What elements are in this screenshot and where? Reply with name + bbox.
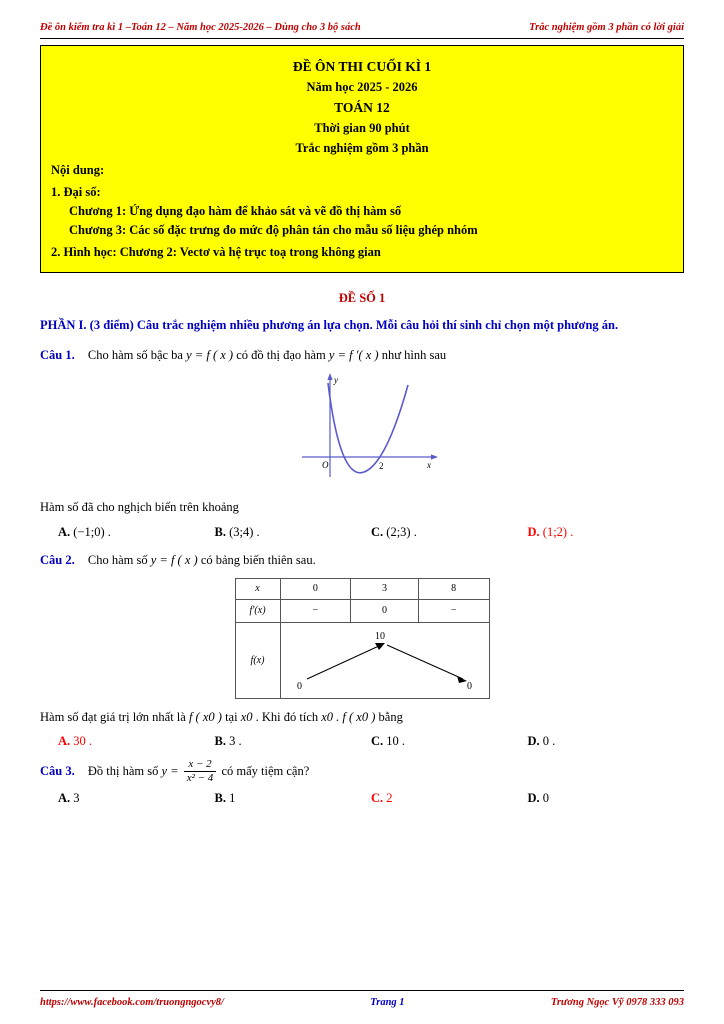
exam-title: ĐỀ ÔN THI CUỐI KÌ 1 xyxy=(292,59,432,74)
header-right-text: Trắc nghiệm gồm 3 phần có lời giải xyxy=(529,22,684,33)
question-3-text-post: có mấy tiệm cận? xyxy=(221,763,310,778)
question-3-options xyxy=(40,791,684,806)
question-2-statement-product: x0 . f ( x0 ) xyxy=(321,709,376,724)
question-3-prompt xyxy=(40,759,684,785)
section-geometry: 2. Hình học: Chương 2: Vectơ và hệ trục toạ trong không gian xyxy=(51,245,381,259)
question-2 xyxy=(40,550,684,749)
question-3-option-b-label: B. xyxy=(214,791,226,806)
question-1-options xyxy=(40,525,684,540)
content-label: Nội dung: xyxy=(51,163,105,177)
question-2-statement-mid2: . Khi đó tích xyxy=(255,709,322,724)
question-3-option-a-value: 3 xyxy=(73,791,80,806)
question-1-option-a[interactable] xyxy=(58,525,215,540)
variation-table-row-function xyxy=(235,622,489,698)
question-1 xyxy=(40,345,684,539)
question-3-option-a-label: A. xyxy=(58,791,71,806)
question-2-option-a-label: A. xyxy=(58,733,71,748)
header-divider xyxy=(40,38,684,39)
question-2-option-c-value: 10 . xyxy=(386,733,406,748)
question-2-prompt xyxy=(40,550,684,570)
question-3-option-d-label: D. xyxy=(527,791,540,806)
question-2-option-b[interactable] xyxy=(215,734,372,749)
section-algebra: 1. Đại số: xyxy=(51,185,101,199)
variation-row-d-label: f′(x) xyxy=(235,599,280,622)
variation-table-row-x xyxy=(235,578,489,599)
page-footer xyxy=(40,990,684,1008)
question-1-option-d-value: (1;2) . xyxy=(542,524,574,539)
question-2-option-b-value: 3 . xyxy=(229,733,242,748)
section-algebra-item-1: Chương 1: Ứng dụng đạo hàm để khảo sát và vẽ đồ thị hàm số xyxy=(69,204,402,218)
question-1-option-c-label: C. xyxy=(371,524,384,539)
question-2-option-b-label: B. xyxy=(214,733,226,748)
variation-row-x-label: x xyxy=(235,578,280,599)
question-1-option-a-label: A. xyxy=(58,524,71,539)
variation-row-d-v2: 0 xyxy=(351,599,419,622)
question-1-option-c-value: (2;3) . xyxy=(386,524,417,539)
parabola-graph xyxy=(262,369,462,489)
question-3-fraction-denominator: x² − 4 xyxy=(184,771,217,785)
question-2-option-c-label: C. xyxy=(371,733,384,748)
exam-duration: Thời gian 90 phút xyxy=(314,121,410,135)
question-2-text-post: có bảng biến thiên sau. xyxy=(200,552,316,567)
footer-author: Trương Ngọc Vỹ 0978 333 093 xyxy=(550,997,684,1008)
svg-text:0: 0 xyxy=(296,680,302,692)
question-2-statement-pre: Hàm số đạt giá trị lớn nhất là xyxy=(40,709,189,724)
question-3-option-c[interactable] xyxy=(371,791,528,806)
question-3-formula-y: y = xyxy=(161,763,179,778)
exam-subject: TOÁN 12 xyxy=(334,100,390,115)
svg-text:10: 10 xyxy=(374,630,385,642)
question-3-option-c-label: C. xyxy=(371,791,384,806)
question-1-option-b-value: (3;4) . xyxy=(229,524,260,539)
question-2-text-pre: Cho hàm số xyxy=(87,552,151,567)
question-3 xyxy=(40,759,684,806)
part-1-title: PHẦN I. (3 điểm) Câu trắc nghiệm nhiều phương án lựa chọn. Mỗi câu hỏi thí sinh chỉ chọn một phương án. xyxy=(40,318,619,332)
question-2-option-c[interactable] xyxy=(371,734,528,749)
question-3-fraction xyxy=(184,758,217,784)
exam-info-box xyxy=(40,45,684,273)
question-2-statement-mid: tại xyxy=(225,709,241,724)
question-3-option-b-value: 1 xyxy=(229,791,236,806)
variation-row-d-v3: − xyxy=(418,599,489,622)
variation-row-d-v1: − xyxy=(280,599,351,622)
question-3-fraction-numerator: x − 2 xyxy=(188,757,212,770)
question-2-statement-fn: f ( x0 ) xyxy=(188,709,222,724)
question-2-statement xyxy=(40,707,684,728)
question-2-option-d[interactable] xyxy=(528,734,685,749)
question-3-option-d-value: 0 xyxy=(542,791,550,806)
question-1-prompt xyxy=(40,345,684,365)
question-3-option-c-value: 2 xyxy=(386,791,393,806)
question-1-text-post: như hình sau xyxy=(381,348,447,363)
svg-text:O: O xyxy=(322,460,329,471)
question-1-figure xyxy=(40,369,684,489)
exam-number: ĐỀ SỐ 1 xyxy=(338,291,386,305)
question-3-option-a[interactable] xyxy=(58,791,215,806)
question-1-option-d-label: D. xyxy=(527,524,540,539)
question-1-label: Câu 1. xyxy=(40,348,75,363)
question-2-figure xyxy=(40,578,684,699)
variation-row-f-label: f(x) xyxy=(235,622,280,698)
footer-link[interactable]: https://www.facebook.com/truongngocvy8/ xyxy=(40,997,224,1008)
question-2-options xyxy=(40,734,684,749)
variation-row-x-v2: 3 xyxy=(351,578,419,599)
question-1-option-a-value: (−1;0) . xyxy=(73,524,111,539)
question-3-option-b[interactable] xyxy=(215,791,372,806)
question-3-text-pre: Đồ thị hàm số xyxy=(87,763,162,778)
question-2-option-a-value: 30 . xyxy=(73,733,93,748)
question-1-formula-2: y = f ′( x ) xyxy=(328,348,379,363)
variation-table-row-derivative xyxy=(235,599,489,622)
question-2-formula: y = f ( x ) xyxy=(150,552,198,567)
svg-text:0: 0 xyxy=(466,680,472,692)
svg-text:x: x xyxy=(427,460,431,471)
variation-row-x-v1: 0 xyxy=(280,578,351,599)
question-1-option-c[interactable] xyxy=(371,525,528,540)
question-2-option-d-label: D. xyxy=(527,733,540,748)
question-2-option-d-value: 0 . xyxy=(542,733,556,748)
footer-page-number: Trang 1 xyxy=(370,997,405,1008)
question-1-option-b[interactable] xyxy=(215,525,372,540)
header-left-text: Đề ôn kiểm tra kì 1 –Toán 12 – Năm học 2025-2026 – Dùng cho 3 bộ sách xyxy=(40,22,361,33)
question-2-statement-post: bằng xyxy=(378,709,403,724)
variation-row-f-shape xyxy=(280,622,489,698)
variation-arrows xyxy=(281,623,489,695)
footer-divider xyxy=(40,990,684,991)
question-2-option-a[interactable] xyxy=(58,734,215,749)
variation-table xyxy=(235,578,490,699)
question-1-text-pre: Cho hàm số bậc ba xyxy=(87,348,187,363)
exam-year: Năm học 2025 - 2026 xyxy=(306,80,418,94)
question-3-option-d[interactable] xyxy=(528,791,685,806)
svg-text:y: y xyxy=(334,375,338,386)
exam-format: Trắc nghiệm gồm 3 phần xyxy=(295,141,429,155)
question-1-option-b-label: B. xyxy=(214,524,226,539)
question-2-statement-x0: x0 xyxy=(240,709,253,724)
question-1-formula-1: y = f ( x ) xyxy=(186,348,234,363)
section-algebra-item-2: Chương 3: Các số đặc trưng đo mức độ phân tán cho mẫu số liệu ghép nhóm xyxy=(69,223,478,237)
question-2-label: Câu 2. xyxy=(40,552,75,567)
page-header xyxy=(40,0,684,38)
variation-row-x-v3: 8 xyxy=(418,578,489,599)
question-1-option-d[interactable] xyxy=(528,525,685,540)
svg-text:2: 2 xyxy=(379,461,384,472)
question-3-label: Câu 3. xyxy=(40,763,75,778)
question-1-text-mid: có đồ thị đạo hàm xyxy=(236,348,329,363)
question-1-statement: Hàm số đã cho nghịch biến trên khoảng xyxy=(40,500,239,515)
